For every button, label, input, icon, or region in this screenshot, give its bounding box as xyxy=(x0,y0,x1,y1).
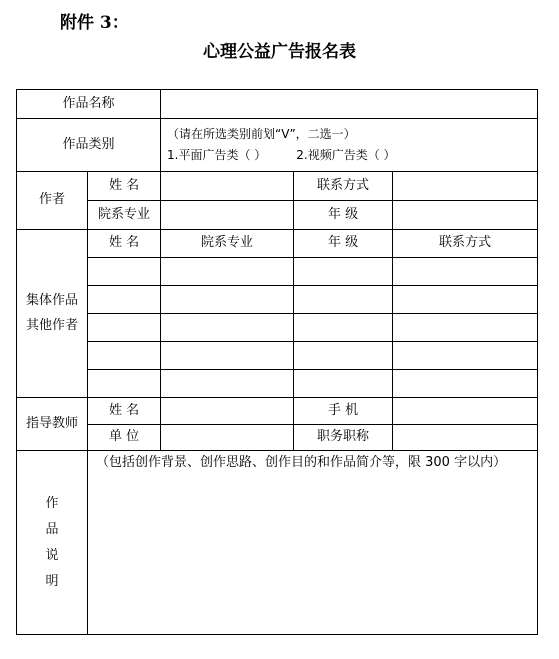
group-contact-input[interactable] xyxy=(393,342,538,370)
group-member-row xyxy=(17,314,538,342)
group-name-input[interactable] xyxy=(88,286,161,314)
description-label-char: 说 xyxy=(45,547,59,563)
author-department-label: 院系专业 xyxy=(88,201,161,230)
group-grade-input[interactable] xyxy=(294,258,393,286)
description-label xyxy=(17,451,88,635)
work-type-instruction: （请在所选类别前划“V”，二选一） xyxy=(167,127,356,141)
attachment-label: 附件 3： xyxy=(60,13,129,33)
advisor-name-label: 姓 名 xyxy=(88,398,161,425)
group-header-row xyxy=(17,230,538,258)
group-col-grade: 年 级 xyxy=(294,230,393,258)
group-contact-input[interactable] xyxy=(393,314,538,342)
author-label: 作者 xyxy=(17,172,88,230)
group-contact-input[interactable] xyxy=(393,258,538,286)
group-contact-input[interactable] xyxy=(393,370,538,398)
group-grade-input[interactable] xyxy=(294,370,393,398)
group-name-input[interactable] xyxy=(88,342,161,370)
group-col-contact: 联系方式 xyxy=(393,230,538,258)
author-grade-input[interactable] xyxy=(393,201,538,230)
advisor-row-1 xyxy=(17,398,538,425)
group-member-row xyxy=(17,370,538,398)
group-name-input[interactable] xyxy=(88,314,161,342)
group-grade-input[interactable] xyxy=(294,314,393,342)
work-name-row xyxy=(17,90,538,119)
author-name-label: 姓 名 xyxy=(88,172,161,201)
author-grade-label: 年 级 xyxy=(294,201,393,230)
group-label-line2: 其他作者 xyxy=(25,317,78,333)
advisor-phone-input[interactable] xyxy=(393,398,538,425)
advisor-row-2 xyxy=(17,425,538,451)
group-member-row xyxy=(17,342,538,370)
group-department-input[interactable] xyxy=(161,258,294,286)
group-grade-input[interactable] xyxy=(294,286,393,314)
author-name-input[interactable] xyxy=(161,172,294,201)
work-type-cell[interactable] xyxy=(161,119,538,172)
advisor-position-label: 职务职称 xyxy=(294,425,393,451)
registration-form xyxy=(16,89,538,635)
group-col-department: 院系专业 xyxy=(161,230,294,258)
author-row-2 xyxy=(17,201,538,230)
author-department-input[interactable] xyxy=(161,201,294,230)
group-contact-input[interactable] xyxy=(393,286,538,314)
group-name-input[interactable] xyxy=(88,258,161,286)
group-department-input[interactable] xyxy=(161,314,294,342)
group-department-input[interactable] xyxy=(161,370,294,398)
description-label-char: 明 xyxy=(45,573,59,589)
author-contact-label: 联系方式 xyxy=(294,172,393,201)
advisor-position-input[interactable] xyxy=(393,425,538,451)
description-row xyxy=(17,451,538,635)
description-label-char: 品 xyxy=(45,521,59,537)
advisor-label: 指导教师 xyxy=(17,398,88,451)
work-type-label: 作品类别 xyxy=(17,119,161,172)
work-name-label: 作品名称 xyxy=(17,90,161,119)
advisor-unit-label: 单 位 xyxy=(88,425,161,451)
description-note: （包括创作背景、创作思路、创作目的和作品简介等，限 300 字以内） xyxy=(96,455,507,470)
work-type-row xyxy=(17,119,538,172)
page-title: 心理公益广告报名表 xyxy=(203,42,356,62)
group-name-input[interactable] xyxy=(88,370,161,398)
advisor-unit-input[interactable] xyxy=(161,425,294,451)
description-input[interactable] xyxy=(88,451,538,635)
author-row-1 xyxy=(17,172,538,201)
group-department-input[interactable] xyxy=(161,286,294,314)
group-col-name: 姓 名 xyxy=(88,230,161,258)
author-contact-input[interactable] xyxy=(393,172,538,201)
group-department-input[interactable] xyxy=(161,342,294,370)
group-authors-label xyxy=(17,230,88,398)
work-type-option-print[interactable]: 1.平面广告类（ ） xyxy=(167,148,267,162)
advisor-name-input[interactable] xyxy=(161,398,294,425)
work-name-input[interactable] xyxy=(161,90,538,119)
work-type-option-video[interactable]: 2.视频广告类（ ） xyxy=(296,148,396,162)
group-grade-input[interactable] xyxy=(294,342,393,370)
description-label-char: 作 xyxy=(45,495,59,511)
group-member-row xyxy=(17,286,538,314)
group-label-line1: 集体作品 xyxy=(25,293,78,309)
advisor-phone-label: 手 机 xyxy=(294,398,393,425)
group-member-row xyxy=(17,258,538,286)
